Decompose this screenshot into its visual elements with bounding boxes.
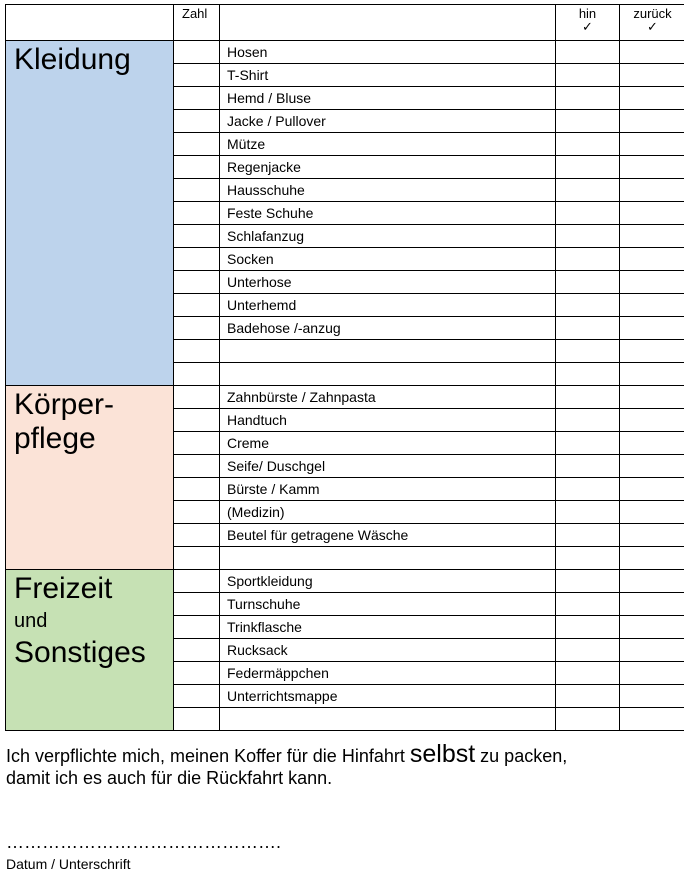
hin-checkbox-cell[interactable] [556, 64, 620, 87]
zahl-cell[interactable] [174, 616, 220, 639]
signature-line[interactable]: ………………………………………. [6, 832, 282, 852]
header-category-blank [6, 5, 174, 41]
hin-checkbox-cell[interactable] [556, 386, 620, 409]
hin-checkbox-cell[interactable] [556, 41, 620, 64]
hin-checkbox-cell[interactable] [556, 639, 620, 662]
zahl-cell[interactable] [174, 570, 220, 593]
item-label: Hemd / Bluse [220, 87, 556, 110]
zahl-cell[interactable] [174, 547, 220, 570]
category-title-line: Sonstiges [14, 636, 146, 669]
zahl-cell[interactable] [174, 317, 220, 340]
item-label [220, 547, 556, 570]
category-title-line: Körper- [14, 388, 115, 421]
category-kleidung [6, 41, 174, 386]
zurueck-checkbox-cell[interactable] [620, 616, 684, 639]
item-label: Beutel für getragene Wäsche [220, 524, 556, 547]
item-label: Creme [220, 432, 556, 455]
item-label: Turnschuhe [220, 593, 556, 616]
hin-checkbox-cell[interactable] [556, 547, 620, 570]
item-label: Mütze [220, 133, 556, 156]
checkmark-icon: ✓ [647, 19, 658, 34]
header-zurueck-label: zurück [633, 6, 672, 21]
zahl-cell[interactable] [174, 133, 220, 156]
item-label: Badehose /-anzug [220, 317, 556, 340]
zahl-cell[interactable] [174, 409, 220, 432]
pledge-line-2: damit ich es auch für die Rückfahrt kann. [6, 768, 333, 788]
table-row [6, 41, 684, 64]
zahl-cell[interactable] [174, 593, 220, 616]
table-body [6, 41, 684, 731]
zurueck-checkbox-cell[interactable] [620, 455, 684, 478]
header-zahl: Zahl [174, 5, 220, 41]
item-label: Trinkflasche [220, 616, 556, 639]
item-label: Federmäppchen [220, 662, 556, 685]
hin-checkbox-cell[interactable] [556, 708, 620, 731]
header-hin [556, 5, 620, 41]
zahl-cell[interactable] [174, 64, 220, 87]
hin-checkbox-cell[interactable] [556, 455, 620, 478]
zahl-cell[interactable] [174, 501, 220, 524]
table-row [6, 386, 684, 409]
category-title-line: und [14, 610, 48, 632]
zurueck-checkbox-cell[interactable] [620, 110, 684, 133]
hin-checkbox-cell[interactable] [556, 478, 620, 501]
pledge-text [6, 740, 676, 789]
item-label: Socken [220, 248, 556, 271]
zurueck-checkbox-cell[interactable] [620, 41, 684, 64]
zurueck-checkbox-cell[interactable] [620, 271, 684, 294]
zurueck-checkbox-cell[interactable] [620, 501, 684, 524]
hin-checkbox-cell[interactable] [556, 87, 620, 110]
item-label: Jacke / Pullover [220, 110, 556, 133]
hin-checkbox-cell[interactable] [556, 133, 620, 156]
zahl-cell[interactable] [174, 685, 220, 708]
zahl-cell[interactable] [174, 432, 220, 455]
zurueck-checkbox-cell[interactable] [620, 133, 684, 156]
item-label: Hosen [220, 41, 556, 64]
item-label [220, 363, 556, 386]
zahl-cell[interactable] [174, 363, 220, 386]
item-label: (Medizin) [220, 501, 556, 524]
header-hin-label: hin [578, 6, 597, 21]
zurueck-checkbox-cell[interactable] [620, 363, 684, 386]
zahl-cell[interactable] [174, 639, 220, 662]
zurueck-checkbox-cell[interactable] [620, 547, 684, 570]
zurueck-checkbox-cell[interactable] [620, 248, 684, 271]
zurueck-checkbox-cell[interactable] [620, 202, 684, 225]
hin-checkbox-cell[interactable] [556, 225, 620, 248]
zurueck-checkbox-cell[interactable] [620, 639, 684, 662]
zurueck-checkbox-cell[interactable] [620, 685, 684, 708]
zurueck-checkbox-cell[interactable] [620, 225, 684, 248]
zurueck-checkbox-cell[interactable] [620, 662, 684, 685]
zahl-cell[interactable] [174, 386, 220, 409]
zahl-cell[interactable] [174, 202, 220, 225]
category-freizeit [6, 570, 174, 731]
zahl-cell[interactable] [174, 271, 220, 294]
pledge-line-1 [6, 740, 676, 768]
zahl-cell[interactable] [174, 248, 220, 271]
zahl-cell[interactable] [174, 708, 220, 731]
zahl-cell[interactable] [174, 110, 220, 133]
zahl-cell[interactable] [174, 662, 220, 685]
zurueck-checkbox-cell[interactable] [620, 179, 684, 202]
zurueck-checkbox-cell[interactable] [620, 478, 684, 501]
item-label: Regenjacke [220, 156, 556, 179]
category-title-line: Kleidung [14, 43, 131, 76]
zurueck-checkbox-cell[interactable] [620, 409, 684, 432]
hin-checkbox-cell[interactable] [556, 363, 620, 386]
pledge-part-1: Ich verpflichte mich, meinen Koffer für die Hinfahrt [6, 746, 410, 766]
item-label: T-Shirt [220, 64, 556, 87]
zahl-cell[interactable] [174, 455, 220, 478]
item-label: Feste Schuhe [220, 202, 556, 225]
zurueck-checkbox-cell[interactable] [620, 524, 684, 547]
zahl-cell[interactable] [174, 225, 220, 248]
checkmark-icon: ✓ [582, 19, 593, 34]
hin-checkbox-cell[interactable] [556, 432, 620, 455]
zahl-cell[interactable] [174, 156, 220, 179]
zahl-cell[interactable] [174, 478, 220, 501]
zurueck-checkbox-cell[interactable] [620, 317, 684, 340]
hin-checkbox-cell[interactable] [556, 409, 620, 432]
zahl-cell[interactable] [174, 179, 220, 202]
hin-checkbox-cell[interactable] [556, 501, 620, 524]
hin-checkbox-cell[interactable] [556, 248, 620, 271]
item-label: Unterrichtsmappe [220, 685, 556, 708]
zurueck-checkbox-cell[interactable] [620, 294, 684, 317]
hin-checkbox-cell[interactable] [556, 662, 620, 685]
zurueck-checkbox-cell[interactable] [620, 87, 684, 110]
zurueck-checkbox-cell[interactable] [620, 432, 684, 455]
item-label: Zahnbürste / Zahnpasta [220, 386, 556, 409]
zurueck-checkbox-cell[interactable] [620, 340, 684, 363]
pledge-emphasis: selbst [409, 740, 476, 768]
packing-list-table [5, 4, 684, 731]
item-label: Unterhemd [220, 294, 556, 317]
zurueck-checkbox-cell[interactable] [620, 386, 684, 409]
item-label [220, 708, 556, 731]
zahl-cell[interactable] [174, 524, 220, 547]
item-label [220, 340, 556, 363]
hin-checkbox-cell[interactable] [556, 593, 620, 616]
signature-label: Datum / Unterschrift [6, 856, 131, 872]
category-title-line: pflege [14, 422, 96, 455]
pledge-part-2: zu packen, [475, 746, 568, 766]
item-label: Unterhose [220, 271, 556, 294]
item-label: Seife/ Duschgel [220, 455, 556, 478]
hin-checkbox-cell[interactable] [556, 202, 620, 225]
zurueck-checkbox-cell[interactable] [620, 708, 684, 731]
item-label: Sportkleidung [220, 570, 556, 593]
zahl-cell[interactable] [174, 294, 220, 317]
zahl-cell[interactable] [174, 340, 220, 363]
hin-checkbox-cell[interactable] [556, 317, 620, 340]
hin-checkbox-cell[interactable] [556, 340, 620, 363]
hin-checkbox-cell[interactable] [556, 685, 620, 708]
table-row [6, 570, 684, 593]
zurueck-checkbox-cell[interactable] [620, 64, 684, 87]
hin-checkbox-cell[interactable] [556, 156, 620, 179]
zahl-cell[interactable] [174, 87, 220, 110]
table-header-row [6, 5, 684, 41]
item-label: Handtuch [220, 409, 556, 432]
header-item-blank [220, 5, 556, 41]
hin-checkbox-cell[interactable] [556, 616, 620, 639]
hin-checkbox-cell[interactable] [556, 271, 620, 294]
item-label: Hausschuhe [220, 179, 556, 202]
zahl-cell[interactable] [174, 41, 220, 64]
item-label: Bürste / Kamm [220, 478, 556, 501]
zurueck-checkbox-cell[interactable] [620, 570, 684, 593]
item-label: Rucksack [220, 639, 556, 662]
zurueck-checkbox-cell[interactable] [620, 593, 684, 616]
hin-checkbox-cell[interactable] [556, 524, 620, 547]
hin-checkbox-cell[interactable] [556, 179, 620, 202]
hin-checkbox-cell[interactable] [556, 570, 620, 593]
category-koerperpflege [6, 386, 174, 570]
header-zurueck [620, 5, 684, 41]
hin-checkbox-cell[interactable] [556, 110, 620, 133]
hin-checkbox-cell[interactable] [556, 294, 620, 317]
category-title-line: Freizeit [14, 572, 113, 605]
item-label: Schlafanzug [220, 225, 556, 248]
zurueck-checkbox-cell[interactable] [620, 156, 684, 179]
